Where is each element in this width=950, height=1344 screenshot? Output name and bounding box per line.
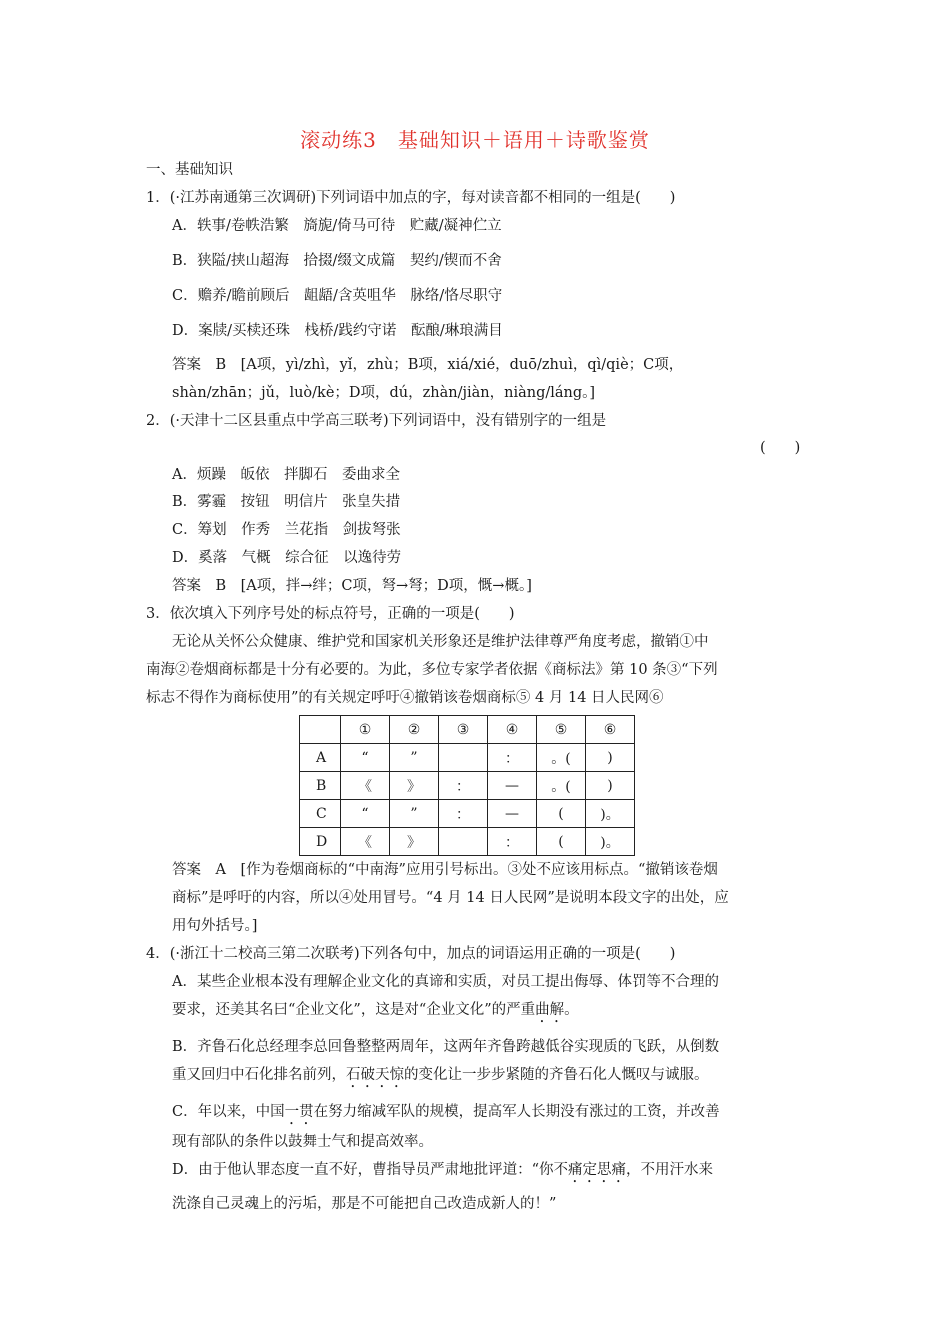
text-segment: C．年以来，中国 — [172, 1104, 285, 1120]
dotted-term: 曲解 — [535, 1002, 565, 1018]
q4-option-b-line1: B．齐鲁石化总经理李总回鲁整整两周年，这两年齐鲁跨越低谷实现质的飞跃，从倒数 — [172, 1039, 720, 1055]
q4-option-d-line1 — [172, 1160, 713, 1186]
q3-passage-line2: 南海②卷烟商标都是十分有必要的。为此，多位专家学者依据《商标法》第 10 条③“下列 — [146, 662, 718, 678]
q4-option-d-line2: 洗涤自己灵魂上的污垢，那是不可能把自己改造成新人的！” — [172, 1196, 557, 1212]
q4-option-b-line2 — [172, 1065, 709, 1091]
table-cell: ④ — [488, 716, 537, 744]
q4-option-a-line1: A．某些企业根本没有理解企业文化的真谛和实质，对员工提出侮辱、体罚等不合理的 — [172, 974, 719, 990]
table-cell: 。( — [537, 744, 586, 772]
table-cell: 。( — [537, 772, 586, 800]
table-cell: 《 — [341, 772, 390, 800]
table-row — [300, 772, 635, 800]
text-segment: D．由于他认罪态度一直不好，曹指导员严肃地批评道：“你不 — [172, 1162, 569, 1178]
table-cell: — — [488, 800, 537, 828]
q1-option-a: A．轶事/卷帙浩繁 旖旎/倚马可待 贮藏/凝神伫立 — [172, 218, 502, 234]
table-cell: D — [300, 828, 341, 856]
q1-option-d: D．案牍/买椟还珠 栈桥/践约守诺 酝酿/琳琅满目 — [172, 323, 503, 339]
q4-option-a-line2 — [172, 1000, 579, 1026]
table-cell: “ — [341, 744, 390, 772]
q2-option-b: B．雾霾 按钮 明信片 张皇失措 — [172, 494, 401, 510]
q3-passage-line1: 无论从关怀公众健康、维护党和国家机关形象还是维护法律尊严角度考虑，撤销①中 — [172, 634, 709, 650]
table-cell: ⑥ — [586, 716, 635, 744]
q3-stem: 3．依次填入下列序号处的标点符号，正确的一项是( ) — [146, 606, 515, 622]
q3-passage-line3: 标志不得作为商标使用”的有关规定呼吁④撤销该卷烟商标⑤ 4 月 14 日人民网⑥ — [146, 690, 664, 706]
q1-option-c: C．赡养/瞻前顾后 龃龉/含英咀华 脉络/恪尽职守 — [172, 288, 503, 304]
q2-option-c: C．筹划 作秀 兰花指 剑拔弩张 — [172, 522, 401, 538]
text-segment: 。 — [564, 1002, 579, 1018]
text-segment: 的变化让一步步紧随的齐鲁石化人慨叹与诚服。 — [404, 1067, 709, 1083]
table-cell: ： — [488, 828, 537, 856]
table-cell: ② — [390, 716, 439, 744]
q1-option-b: B．狭隘/挟山超海 拾掇/缀文成篇 契约/锲而不舍 — [172, 253, 502, 269]
table-row — [300, 744, 635, 772]
q2-option-d: D．奚落 气概 综合征 以逸待劳 — [172, 550, 402, 566]
q4-stem: 4．(·浙江十二校高三第二次联考)下列各句中，加点的词语运用正确的一项是( ) — [146, 946, 676, 962]
table-cell: ： — [439, 772, 488, 800]
table-cell: )。 — [586, 800, 635, 828]
table-cell: 》 — [390, 772, 439, 800]
dotted-term: 石破天惊 — [346, 1067, 404, 1083]
table-cell: 》 — [390, 828, 439, 856]
q2-paren: ( ) — [760, 440, 801, 456]
table-cell: ) — [586, 744, 635, 772]
q1-answer-line1: 答案 B [A项，yì/zhì，yǐ，zhù；B项，xiá/xié，duō/zhuì，qì/qiè；C项， — [172, 357, 684, 373]
table-header-row — [300, 716, 635, 744]
q1-answer-line2: shàn/zhān；jǔ，luò/kè；D项，dú，zhàn/jiàn，niàng/láng。] — [172, 385, 596, 401]
q2-stem: 2．(·天津十二区县重点中学高三联考)下列词语中，没有错别字的一组是 — [146, 413, 607, 429]
table-cell: ” — [390, 744, 439, 772]
table-cell: ( — [537, 828, 586, 856]
table-cell: ⑤ — [537, 716, 586, 744]
q3-answer-line3: 用句外括号。] — [172, 918, 258, 934]
table-row — [300, 800, 635, 828]
table-cell: ： — [439, 800, 488, 828]
table-cell: )。 — [586, 828, 635, 856]
table-cell: ： — [488, 744, 537, 772]
q4-option-c-line2: 现有部队的条件以鼓舞士气和提高效率。 — [172, 1134, 433, 1150]
table-cell: ) — [586, 772, 635, 800]
table-cell: ③ — [439, 716, 488, 744]
table-cell: — — [488, 772, 537, 800]
table-cell — [439, 744, 488, 772]
page-title: 滚动练3 基础知识＋语用＋诗歌鉴赏 — [300, 128, 650, 152]
section-heading: 一、基础知识 — [146, 162, 233, 178]
text-segment: 要求，还美其名曰“企业文化”，这是对“企业文化”的严重 — [172, 1002, 536, 1018]
q3-answer-line2: 商标”是呼吁的内容，所以④处用冒号。“4 月 14 日人民网”是说明本段文字的出处，应 — [172, 890, 729, 906]
table-cell: ① — [341, 716, 390, 744]
q4-option-c-line1 — [172, 1102, 720, 1128]
table-cell: B — [300, 772, 341, 800]
table-cell: ” — [390, 800, 439, 828]
table-cell: “ — [341, 800, 390, 828]
q3-answer-line1: 答案 A [作为卷烟商标的“中南海”应用引号标出。③处不应该用标点。“撤销该卷烟 — [172, 862, 718, 878]
table-cell: 《 — [341, 828, 390, 856]
table-cell — [439, 828, 488, 856]
dotted-term: 一贯 — [284, 1104, 314, 1120]
text-segment: 在努力缩减军队的规模，提高军人长期没有涨过的工资，并改善 — [313, 1104, 720, 1120]
table-cell: C — [300, 800, 341, 828]
q2-answer: 答案 B [A项，拌→绊；C项，弩→弩；D项，慨→概。] — [172, 578, 532, 594]
dotted-term: 痛定思痛 — [568, 1162, 627, 1178]
table-cell: A — [300, 744, 341, 772]
table-cell: ( — [537, 800, 586, 828]
q2-option-a: A．烦躁 皈依 拌脚石 委曲求全 — [172, 467, 400, 483]
q1-stem: 1．(·江苏南通第三次调研)下列词语中加点的字，每对读音都不相同的一组是( ) — [146, 190, 676, 206]
table-row — [300, 828, 635, 856]
text-segment: 重又回归中石化排名前列， — [172, 1067, 346, 1083]
table-cell — [300, 716, 341, 744]
punctuation-table — [299, 715, 635, 856]
text-segment: ，不用汗水来 — [626, 1162, 714, 1178]
